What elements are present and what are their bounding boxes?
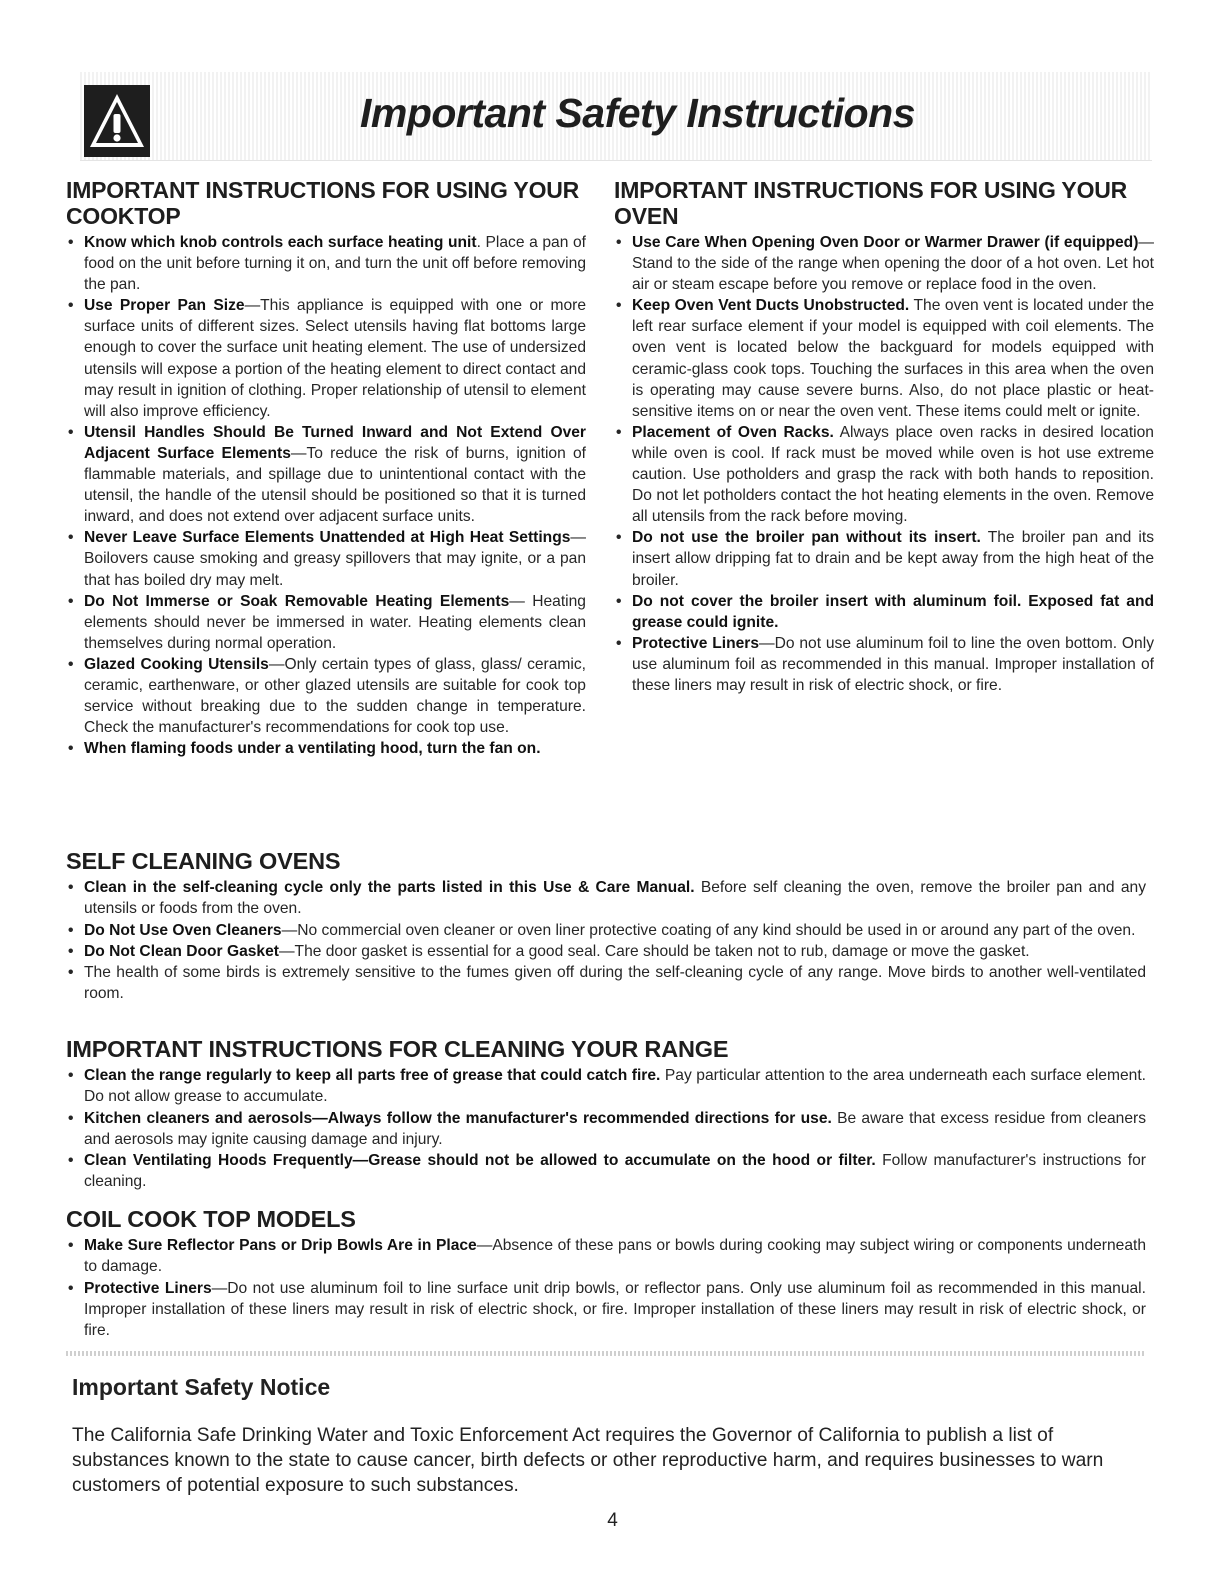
- item-text: — Heating elements should never be immersed in water. Heating elements clean themselves during normal operation.: [84, 592, 586, 652]
- item-text: Pay particular attention to the area underneath each surface element. Do not allow grease to accumulate.: [84, 1067, 1146, 1106]
- item-lead: Use Care When Opening Oven Door or Warmer Drawer (if equipped): [632, 234, 1139, 251]
- item-lead: Clean the range regularly to keep all parts free of grease that could catch fire.: [84, 1067, 661, 1084]
- oven-section: [614, 177, 1154, 696]
- list-item: [66, 232, 586, 295]
- oven-list: [614, 232, 1154, 696]
- bullet-icon: •: [616, 234, 622, 251]
- notice-body: The California Safe Drinking Water and Toxic Enforcement Act requires the Governor of California to publish a list of substances known to the state to cause cancer, birth defects or other reproductive harm, and requires businesses to warn customers of potential exposure to such substances.: [72, 1425, 1104, 1496]
- item-text: Always place oven racks in desired location while oven is cool. If rack must be moved while oven is hot use extreme caution. Use potholders and grasp the rack with both hands to reposition. Do not let potholders contact the hot heating elements in the oven. Remove all utensils from the rack before moving.: [632, 423, 1154, 526]
- page-number: 4: [607, 1510, 618, 1531]
- item-lead: Clean Ventilating Hoods Frequently—Grease should not be allowed to accumulate on the hood or filter.: [84, 1152, 876, 1170]
- cleaning-range-section: [66, 1036, 1146, 1193]
- list-item: [66, 591, 586, 654]
- list-item: [66, 1108, 1146, 1151]
- self-cleaning-list: [66, 877, 1146, 1005]
- item-text: —Do not use aluminum foil to line surface unit drip bowls, or reflector pans. Only use aluminum foil as recommended in this manual. Improper installation of these liners may result in risk of electric shock, or fire. Improper installation of these liners may result in risk of electric shock, or fire.: [84, 1279, 1146, 1340]
- list-item: [66, 527, 586, 590]
- item-lead: Protective Liners: [632, 634, 760, 652]
- section-divider: [66, 1351, 1146, 1356]
- bullet-icon: •: [68, 529, 74, 547]
- list-item: [66, 1150, 1146, 1193]
- coil-list: [66, 1235, 1146, 1341]
- item-text: The oven vent is located under the left rear surface element if your model is equipped with coil elements. The oven vent is located below the backguard for models equipped with ceramic-glass cook tops. Touching the surfaces in this area when the oven is operating may cause severe burns. Also, do not place plastic or heat-sensitive items on or near the oven vent. These items could melt or ignite.: [632, 297, 1154, 420]
- list-item: [66, 1065, 1146, 1108]
- bullet-icon: •: [68, 592, 74, 610]
- item-lead: Do Not Immerse or Soak Removable Heating Elements: [84, 592, 510, 610]
- oven-heading: IMPORTANT INSTRUCTIONS FOR USING YOUR OVEN: [614, 177, 1128, 229]
- cleaning-range-list: [66, 1065, 1146, 1193]
- list-item: [66, 422, 586, 527]
- item-text: —Do not use aluminum foil to line the oven bottom. Only use aluminum foil as recommended in this manual. Improper installation of these liners may result in risk of electric shock, or fire.: [632, 634, 1154, 694]
- bullet-icon: •: [68, 1067, 74, 1084]
- bullet-icon: •: [616, 297, 622, 315]
- list-item: [66, 877, 1146, 920]
- item-text: —The door gasket is essential for a good seal. Care should be taken not to rub, damage or move the gasket.: [278, 942, 1030, 960]
- bullet-icon: •: [68, 740, 74, 758]
- bullet-icon: •: [68, 234, 74, 251]
- item-lead: Do not use the broiler pan without its insert.: [632, 529, 981, 547]
- item-lead: Never Leave Surface Elements Unattended at High Heat Settings: [84, 529, 571, 547]
- item-lead: Protective Liners: [84, 1279, 212, 1297]
- list-item: [614, 527, 1154, 590]
- item-text: Before self cleaning the oven, remove the broiler pan and any utensils or foods from the oven.: [84, 879, 1146, 918]
- item-text: —Boilovers cause smoking and greasy spillovers that may ignite, or a pan that has boiled dry may melt.: [84, 529, 586, 589]
- bullet-icon: •: [68, 964, 74, 982]
- cooktop-list: [66, 232, 586, 759]
- bullet-icon: •: [616, 423, 622, 441]
- bullet-icon: •: [616, 634, 622, 652]
- item-lead: Keep Oven Vent Ducts Unobstructed.: [632, 297, 910, 315]
- bullet-icon: •: [68, 1152, 74, 1170]
- bullet-icon: •: [68, 921, 74, 939]
- bullet-icon: •: [68, 655, 74, 673]
- bullet-icon: •: [68, 879, 74, 896]
- list-item: [66, 1235, 1146, 1278]
- item-text: —This appliance is equipped with one or more surface units of different sizes. Select utensils having flat bottoms large enough to cover the surface unit heating element. The use of undersized utensils will expose a portion of the heating element to direct contact and may result in ignition of clothing. Proper relationship of utensil to element will also improve efficiency.: [84, 297, 587, 420]
- item-text: —Only certain types of glass, glass/ ceramic, ceramic, earthenware, or other glazed utensils are suitable for cook top service without breaking due to the sudden change in temperature. Check the manufacturer's recommendations for cook top use.: [84, 655, 587, 737]
- cleaning-range-heading: IMPORTANT INSTRUCTIONS FOR CLEANING YOUR RANGE: [66, 1036, 729, 1062]
- item-lead: Glazed Cooking Utensils: [84, 655, 269, 673]
- item-lead: Clean in the self-cleaning cycle only the parts listed in this Use & Care Manual.: [84, 879, 695, 896]
- list-item: [66, 654, 586, 738]
- list-item: [66, 941, 1146, 962]
- bullet-icon: •: [616, 592, 622, 610]
- notice-title: Important Safety Notice: [72, 1374, 331, 1400]
- item-lead: Do Not Clean Door Gasket: [84, 942, 279, 960]
- cooktop-heading: IMPORTANT INSTRUCTIONS FOR USING YOUR COOKTOP: [66, 177, 580, 229]
- item-lead: When flaming foods under a ventilating hood, turn the fan on.: [84, 740, 541, 758]
- item-text: Be aware that excess residue from cleaners and aerosols may ignite causing damage and injury.: [84, 1109, 1147, 1148]
- bullet-icon: •: [68, 942, 74, 960]
- item-text: —No commercial oven cleaner or oven liner protective coating of any kind should be used in or around any part of the oven.: [281, 921, 1136, 939]
- warning-exclamation-icon: [84, 85, 150, 157]
- list-item: [66, 920, 1146, 941]
- list-item: [66, 738, 586, 759]
- item-text: Follow manufacturer's instructions for cleaning.: [84, 1152, 1146, 1191]
- self-cleaning-section: [66, 848, 1146, 1005]
- item-lead: Use Proper Pan Size: [84, 297, 245, 315]
- item-lead: Kitchen cleaners and aerosols—Always follow the manufacturer's recommended directions for use.: [84, 1109, 832, 1127]
- item-text: —Absence of these pans or bowls during cooking may subject wiring or components underneath to damage.: [84, 1237, 1147, 1276]
- list-item: [614, 295, 1154, 422]
- item-lead: Know which knob controls each surface heating unit: [84, 234, 477, 251]
- list-item: [614, 591, 1154, 633]
- item-text: The broiler pan and its insert allow dripping fat to drain and be kept away from the high heat of the broiler.: [632, 529, 1154, 589]
- bullet-icon: •: [68, 1279, 74, 1297]
- bullet-icon: •: [68, 423, 74, 441]
- page-title: Important Safety Instructions: [360, 90, 916, 136]
- list-item: [614, 633, 1154, 696]
- list-item: [66, 1278, 1146, 1342]
- bullet-icon: •: [68, 1237, 74, 1254]
- list-item: [614, 422, 1154, 527]
- coil-section: [66, 1206, 1146, 1341]
- item-text: —Stand to the side of the range when opening the door of a hot oven. Let hot air or steam escape before you remove or replace food in the oven.: [632, 234, 1154, 294]
- item-lead: Do not cover the broiler insert with aluminum foil. Exposed fat and grease could ignite.: [632, 592, 1154, 631]
- item-lead: Make Sure Reflector Pans or Drip Bowls Are in Place: [84, 1237, 477, 1254]
- cooktop-section: [66, 177, 586, 759]
- item-lead: Do Not Use Oven Cleaners: [84, 921, 282, 939]
- item-text: The health of some birds is extremely sensitive to the fumes given off during the self-cleaning cycle of any range. Move birds to another well-ventilated room.: [84, 964, 1146, 1003]
- bullet-icon: •: [616, 529, 622, 547]
- self-cleaning-heading: SELF CLEANING OVENS: [66, 848, 341, 874]
- item-lead: Placement of Oven Racks.: [632, 423, 834, 441]
- bullet-icon: •: [68, 297, 74, 315]
- list-item: [66, 295, 586, 422]
- item-lead: Utensil Handles Should Be Turned Inward and Not Extend Over Adjacent Surface Elements: [84, 423, 586, 462]
- item-text: . Place a pan of food on the unit before turning it on, and turn the unit off before removing the pan.: [84, 234, 586, 294]
- list-item: [614, 232, 1154, 295]
- item-text: —To reduce the risk of burns, ignition of flammable materials, and spillage due to unintentional contact with the utensil, the handle of the utensil should be positioned so that it is turned inward, and does not extend over adjacent surface units.: [84, 444, 586, 526]
- coil-heading: COIL COOK TOP MODELS: [66, 1206, 356, 1232]
- list-item: [66, 962, 1146, 1005]
- bullet-icon: •: [68, 1109, 74, 1127]
